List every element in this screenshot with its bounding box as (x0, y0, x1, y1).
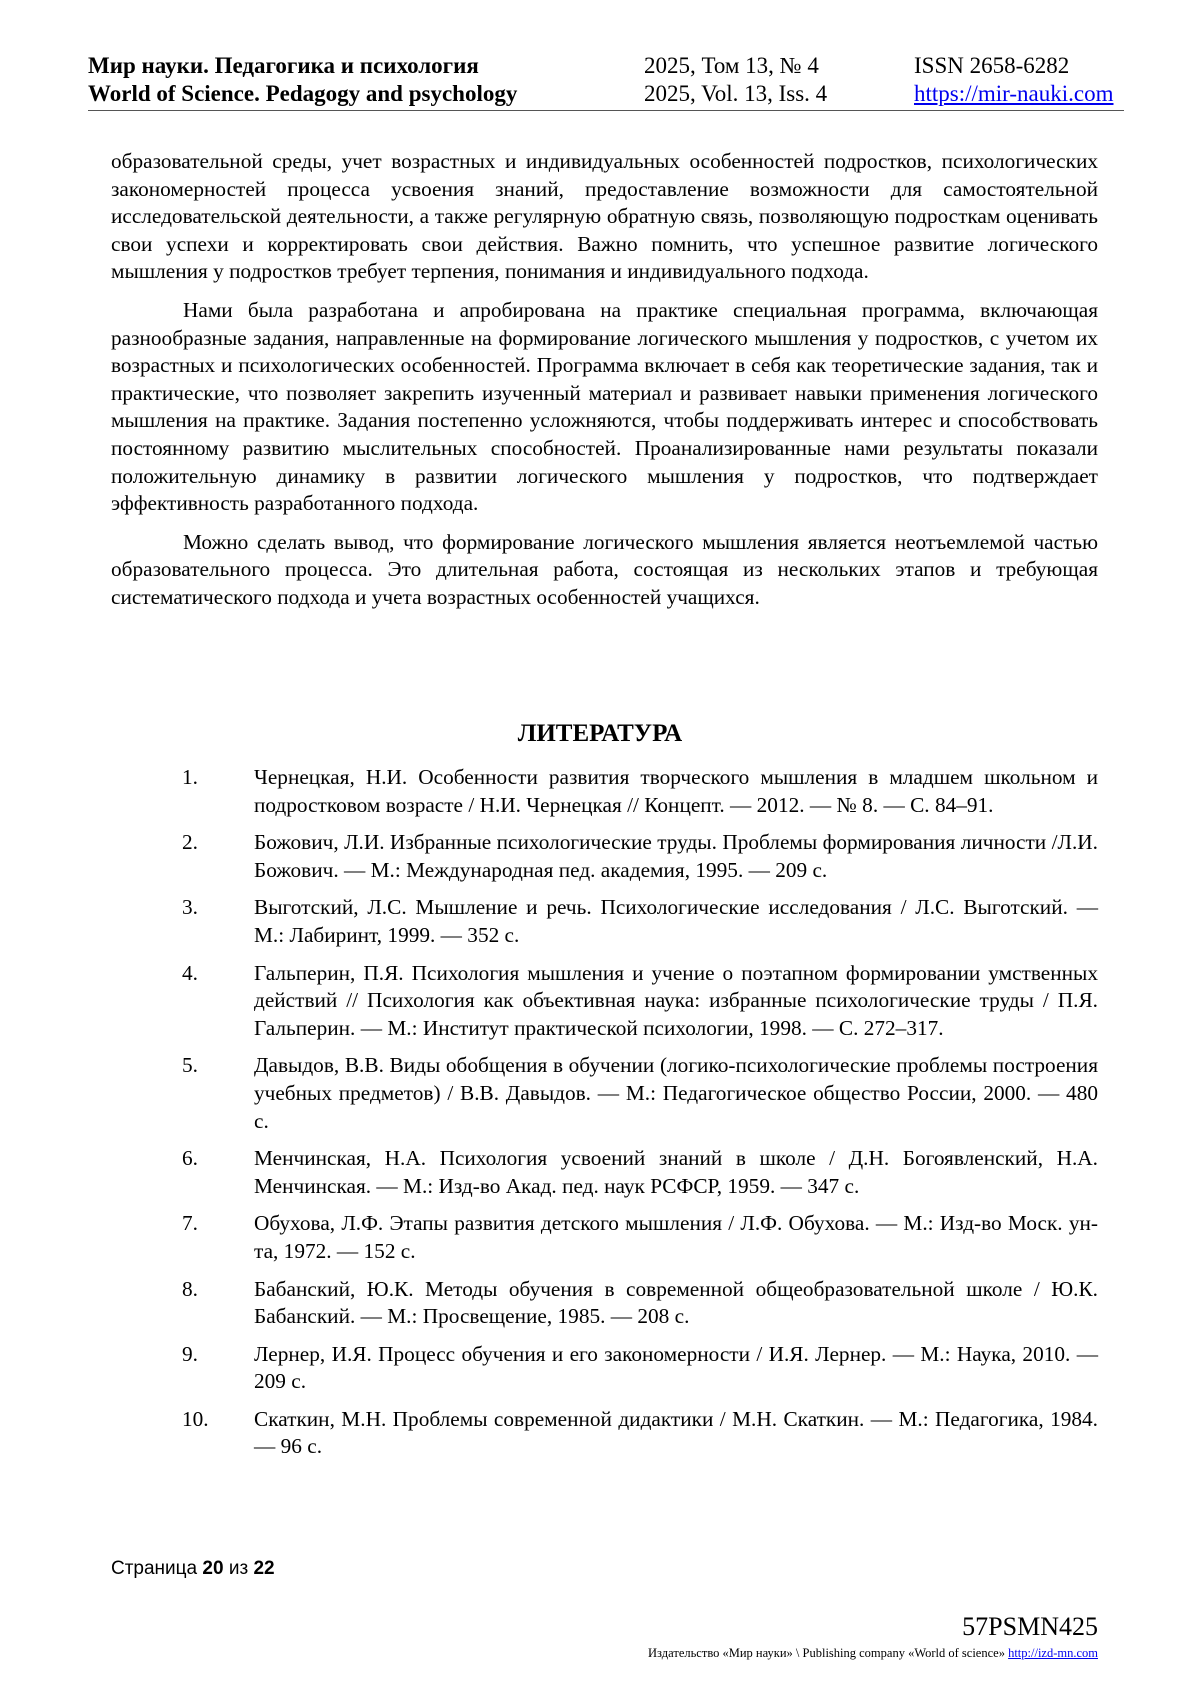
reference-list (182, 764, 1098, 1471)
reference-item (182, 1052, 1098, 1135)
reference-text: Давыдов, В.В. Виды обобщения в обучении (логико-психологические проблемы построения учебных предметов) / В.В. Давыдов. — М.: Педагогическое общество России, 2000. — 480 с. (254, 1053, 1098, 1133)
reference-item (182, 960, 1098, 1043)
issn: ISSN 2658-6282 (914, 53, 1070, 78)
reference-number: 5. (182, 1053, 198, 1078)
literature-heading: ЛИТЕРАТУРА (517, 720, 683, 747)
reference-number: 3. (182, 895, 198, 920)
publisher-url-link[interactable]: http://izd-mn.com (1008, 1646, 1098, 1660)
reference-item (182, 829, 1098, 884)
paragraph-program: Нами была разработана и апробирована на практике специальная программа, включающая разнообразные задания, направленные на формирование логического мышления у подростков, с учетом их возрастных и психологических особенностей. Программа включает в себя как теоретические задания, так и практические, что позволяет закрепить изученный материал и развивает навыки применения логического мышления на практике. Задания постепенно усложняются, чтобы поддерживать интерес и способствовать постоянному развитию мыслительных способностей. Проанализированные нами результаты показали положительную динамику в развитии логического мышления у подростков, что подтверждает эффективность разработанного подхода. (111, 297, 1098, 516)
issue-ru: 2025, Том 13, № 4 (644, 53, 819, 78)
reference-number: 2. (182, 830, 198, 855)
journal-title-ru: Мир науки. Педагогика и психология (88, 53, 479, 78)
reference-item (182, 1145, 1098, 1200)
publisher-text: Издательство «Мир науки» \ Publishing company «World of science» (648, 1646, 1005, 1660)
reference-text: Бабанский, Ю.К. Методы обучения в современной общеобразовательной школе / Ю.К. Бабанский. — М.: Просвещение, 1985. — 208 с. (254, 1276, 1098, 1329)
reference-item (182, 764, 1098, 819)
journal-header (88, 52, 1124, 108)
header-row-en (88, 80, 1124, 108)
reference-number: 1. (182, 765, 198, 789)
reference-text: Лернер, И.Я. Процесс обучения и его закономерности / И.Я. Лернер. — М.: Наука, 2010. — 209 с. (254, 1341, 1098, 1394)
issue-en: 2025, Vol. 13, Iss. 4 (644, 81, 828, 106)
reference-number: 4. (182, 960, 198, 985)
reference-text: Скаткин, М.Н. Проблемы современной дидактики / М.Н. Скаткин. — М.: Педагогика, 1984. — 96 с. (254, 1406, 1098, 1459)
journal-title-en: World of Science. Pedagogy and psychology (88, 81, 518, 106)
reference-text: Божович, Л.И. Избранные психологические труды. Проблемы формирования личности /Л.И. Божович. — М.: Международная пед. академия, 1995. — 209 с. (254, 830, 1098, 882)
journal-url-link[interactable]: https://mir-nauki.com (914, 81, 1114, 106)
header-divider (88, 110, 1124, 111)
reference-text: Менчинская, Н.А. Психология усвоений знаний в школе / Д.Н. Богоявленский, Н.А. Менчинская. — М.: Изд-во Акад. пед. наук РСФСР, 1959. — 347 с. (254, 1146, 1098, 1198)
article-code: 57PSMN425 (962, 1612, 1098, 1641)
reference-number: 10. (182, 1406, 209, 1431)
page-number (111, 1557, 275, 1581)
reference-number: 9. (182, 1341, 198, 1366)
page-total: 22 (253, 1558, 275, 1579)
article-body (111, 148, 1098, 623)
reference-item (182, 1406, 1098, 1461)
reference-number: 7. (182, 1211, 198, 1236)
reference-text: Чернецкая, Н.И. Особенности развития творческого мышления в младшем школьном и подростковом возрасте / Н.И. Чернецкая // Концепт. — 2012. — № 8. — С. 84–91. (254, 765, 1098, 817)
paragraph-continuation: образовательной среды, учет возрастных и индивидуальных особенностей подростков, психологических закономерностей процесса усвоения знаний, предоставление возможности для самостоятельной исследовательской деятельности, а также регулярную обратную связь, позволяющую подросткам оценивать свои успехи и корректировать свои действия. Важно помнить, что успешное развитие логического мышления у подростков требует терпения, понимания и индивидуального подхода. (111, 149, 1098, 284)
reference-text: Гальперин, П.Я. Психология мышления и учение о поэтапном формировании умственных действий // Психология как объективная наука: избранные психологические труды / П.Я. Гальперин. — М.: Институт практической психологии, 1998. — С. 272–317. (254, 960, 1098, 1040)
reference-number: 8. (182, 1276, 198, 1301)
page-current: 20 (202, 1558, 224, 1579)
reference-item (182, 1341, 1098, 1396)
reference-item (182, 1276, 1098, 1331)
paragraph-conclusion: Можно сделать вывод, что формирование логического мышления является неотъемлемой частью образовательного процесса. Это длительная работа, состоящая из нескольких этапов и требующая систематического подхода и учета возрастных особенностей учащихся. (111, 529, 1098, 609)
reference-number: 6. (182, 1146, 198, 1171)
reference-item (182, 894, 1098, 949)
reference-item (182, 1210, 1098, 1265)
reference-text: Выготский, Л.С. Мышление и речь. Психологические исследования / Л.С. Выготский. — М.: Лабиринт, 1999. — 352 с. (254, 895, 1098, 947)
reference-text: Обухова, Л.Ф. Этапы развития детского мышления / Л.Ф. Обухова. — М.: Изд-во Моск. ун-та, 1972. — 152 с. (254, 1211, 1098, 1263)
page-label: Страница (111, 1558, 198, 1579)
publisher-line (648, 1645, 1098, 1661)
header-row-ru (88, 52, 1124, 80)
page-of: из (228, 1558, 249, 1579)
